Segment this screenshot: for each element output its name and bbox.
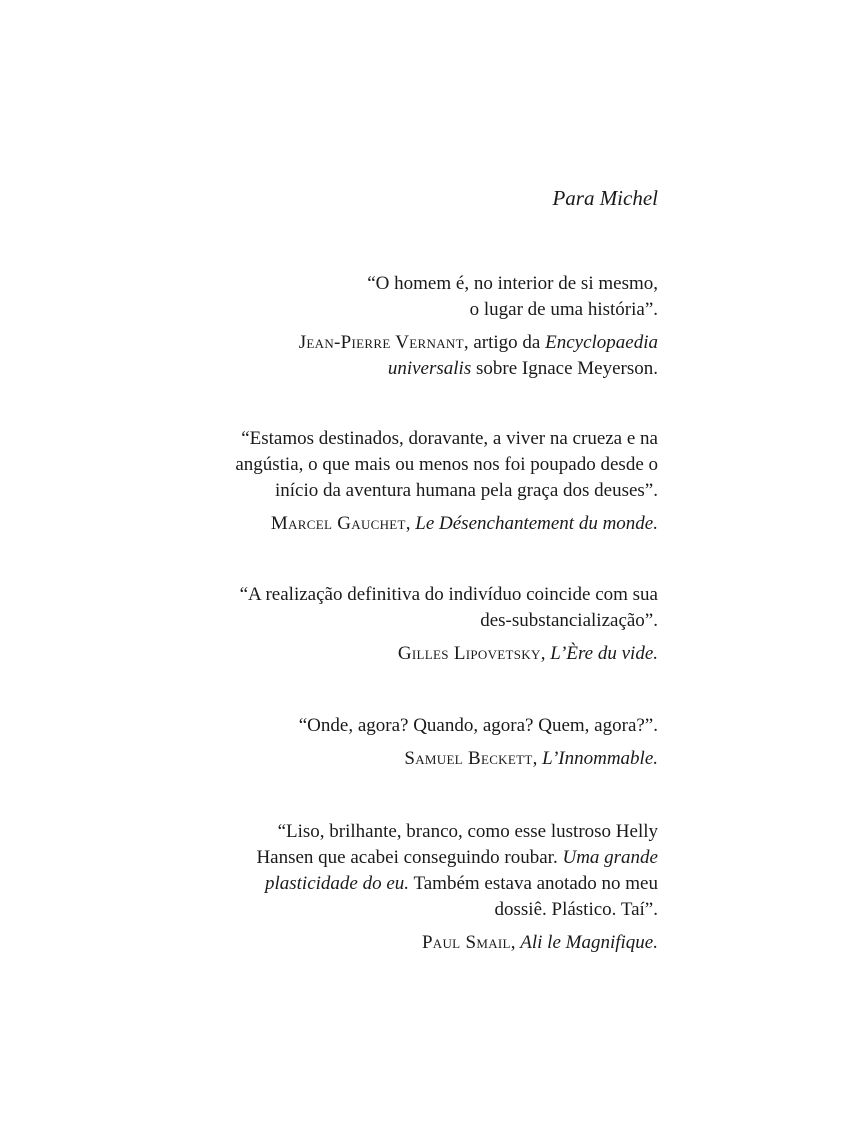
attribution-line: [299, 330, 658, 356]
quote-line: “Estamos destinados, doravante, a viver na crueza e na: [241, 428, 658, 449]
work-title: L’Ère du vide.: [550, 643, 658, 664]
quote-line: [256, 845, 658, 871]
quote-line: início da aventura humana pela graça dos deuses”.: [274, 480, 658, 501]
attribution: [299, 330, 658, 382]
attribution-line: [240, 641, 658, 667]
quote-line: o lugar de uma história”.: [469, 299, 658, 320]
attribution: [235, 511, 658, 537]
epigraph-beckett: [299, 713, 658, 772]
quote-line: dossiê. Plástico. Taí”.: [494, 899, 658, 920]
quote-line: “Liso, brilhante, branco, como esse lustroso Helly: [277, 821, 658, 842]
work-title: Ali le Magnifique.: [520, 932, 658, 953]
work-title: universalis: [387, 358, 472, 379]
quote-line: des-substancialização”.: [480, 610, 658, 631]
attribution: [256, 930, 658, 956]
attribution-line: [299, 746, 658, 772]
epigraph-lipovetsky: [240, 582, 658, 667]
author-name: Marcel Gauchet: [270, 513, 406, 534]
attribution-line: [235, 511, 658, 537]
work-title: Le Désenchantement du monde.: [415, 513, 658, 534]
attribution-separator: ,: [510, 932, 521, 953]
quote-text: Hansen que acabei conseguindo roubar.: [256, 847, 563, 868]
attribution: [240, 641, 658, 667]
quote-line: “A realização definitiva do indivíduo coincide com sua: [239, 584, 658, 605]
work-title: Encyclopaedia: [545, 332, 658, 353]
quote-line: angústia, o que mais ou menos nos foi poupado desde o: [235, 454, 658, 475]
quote-line: “O homem é, no interior de si mesmo,: [367, 273, 658, 294]
quote-text: Também estava anotado no meu: [409, 873, 658, 894]
quote-line: [256, 871, 658, 897]
quote-line: “Onde, agora? Quando, agora? Quem, agora?”.: [298, 715, 658, 736]
dedication: Para Michel: [552, 186, 658, 210]
epigraph-smail: [256, 819, 658, 956]
attribution-text: sobre Ignace Meyerson.: [471, 358, 658, 379]
epigraph-gauchet: [235, 426, 658, 537]
quote-italic: plasticidade do eu.: [264, 873, 410, 894]
quote-italic: Uma grande: [562, 847, 658, 868]
author-name: Paul Smail: [421, 932, 511, 953]
attribution: [299, 746, 658, 772]
author-name: Samuel Beckett: [404, 748, 533, 769]
author-name: Gilles Lipovetsky: [397, 643, 541, 664]
work-title: L’Innommable.: [542, 748, 658, 769]
attribution-separator: ,: [540, 643, 551, 664]
attribution-text: , artigo da: [463, 332, 546, 353]
author-name: Jean-Pierre Vernant: [298, 332, 464, 353]
epigraph-vernant: [299, 271, 658, 382]
attribution-line: [299, 356, 658, 382]
attribution-separator: ,: [405, 513, 416, 534]
attribution-separator: ,: [532, 748, 543, 769]
attribution-line: [256, 930, 658, 956]
